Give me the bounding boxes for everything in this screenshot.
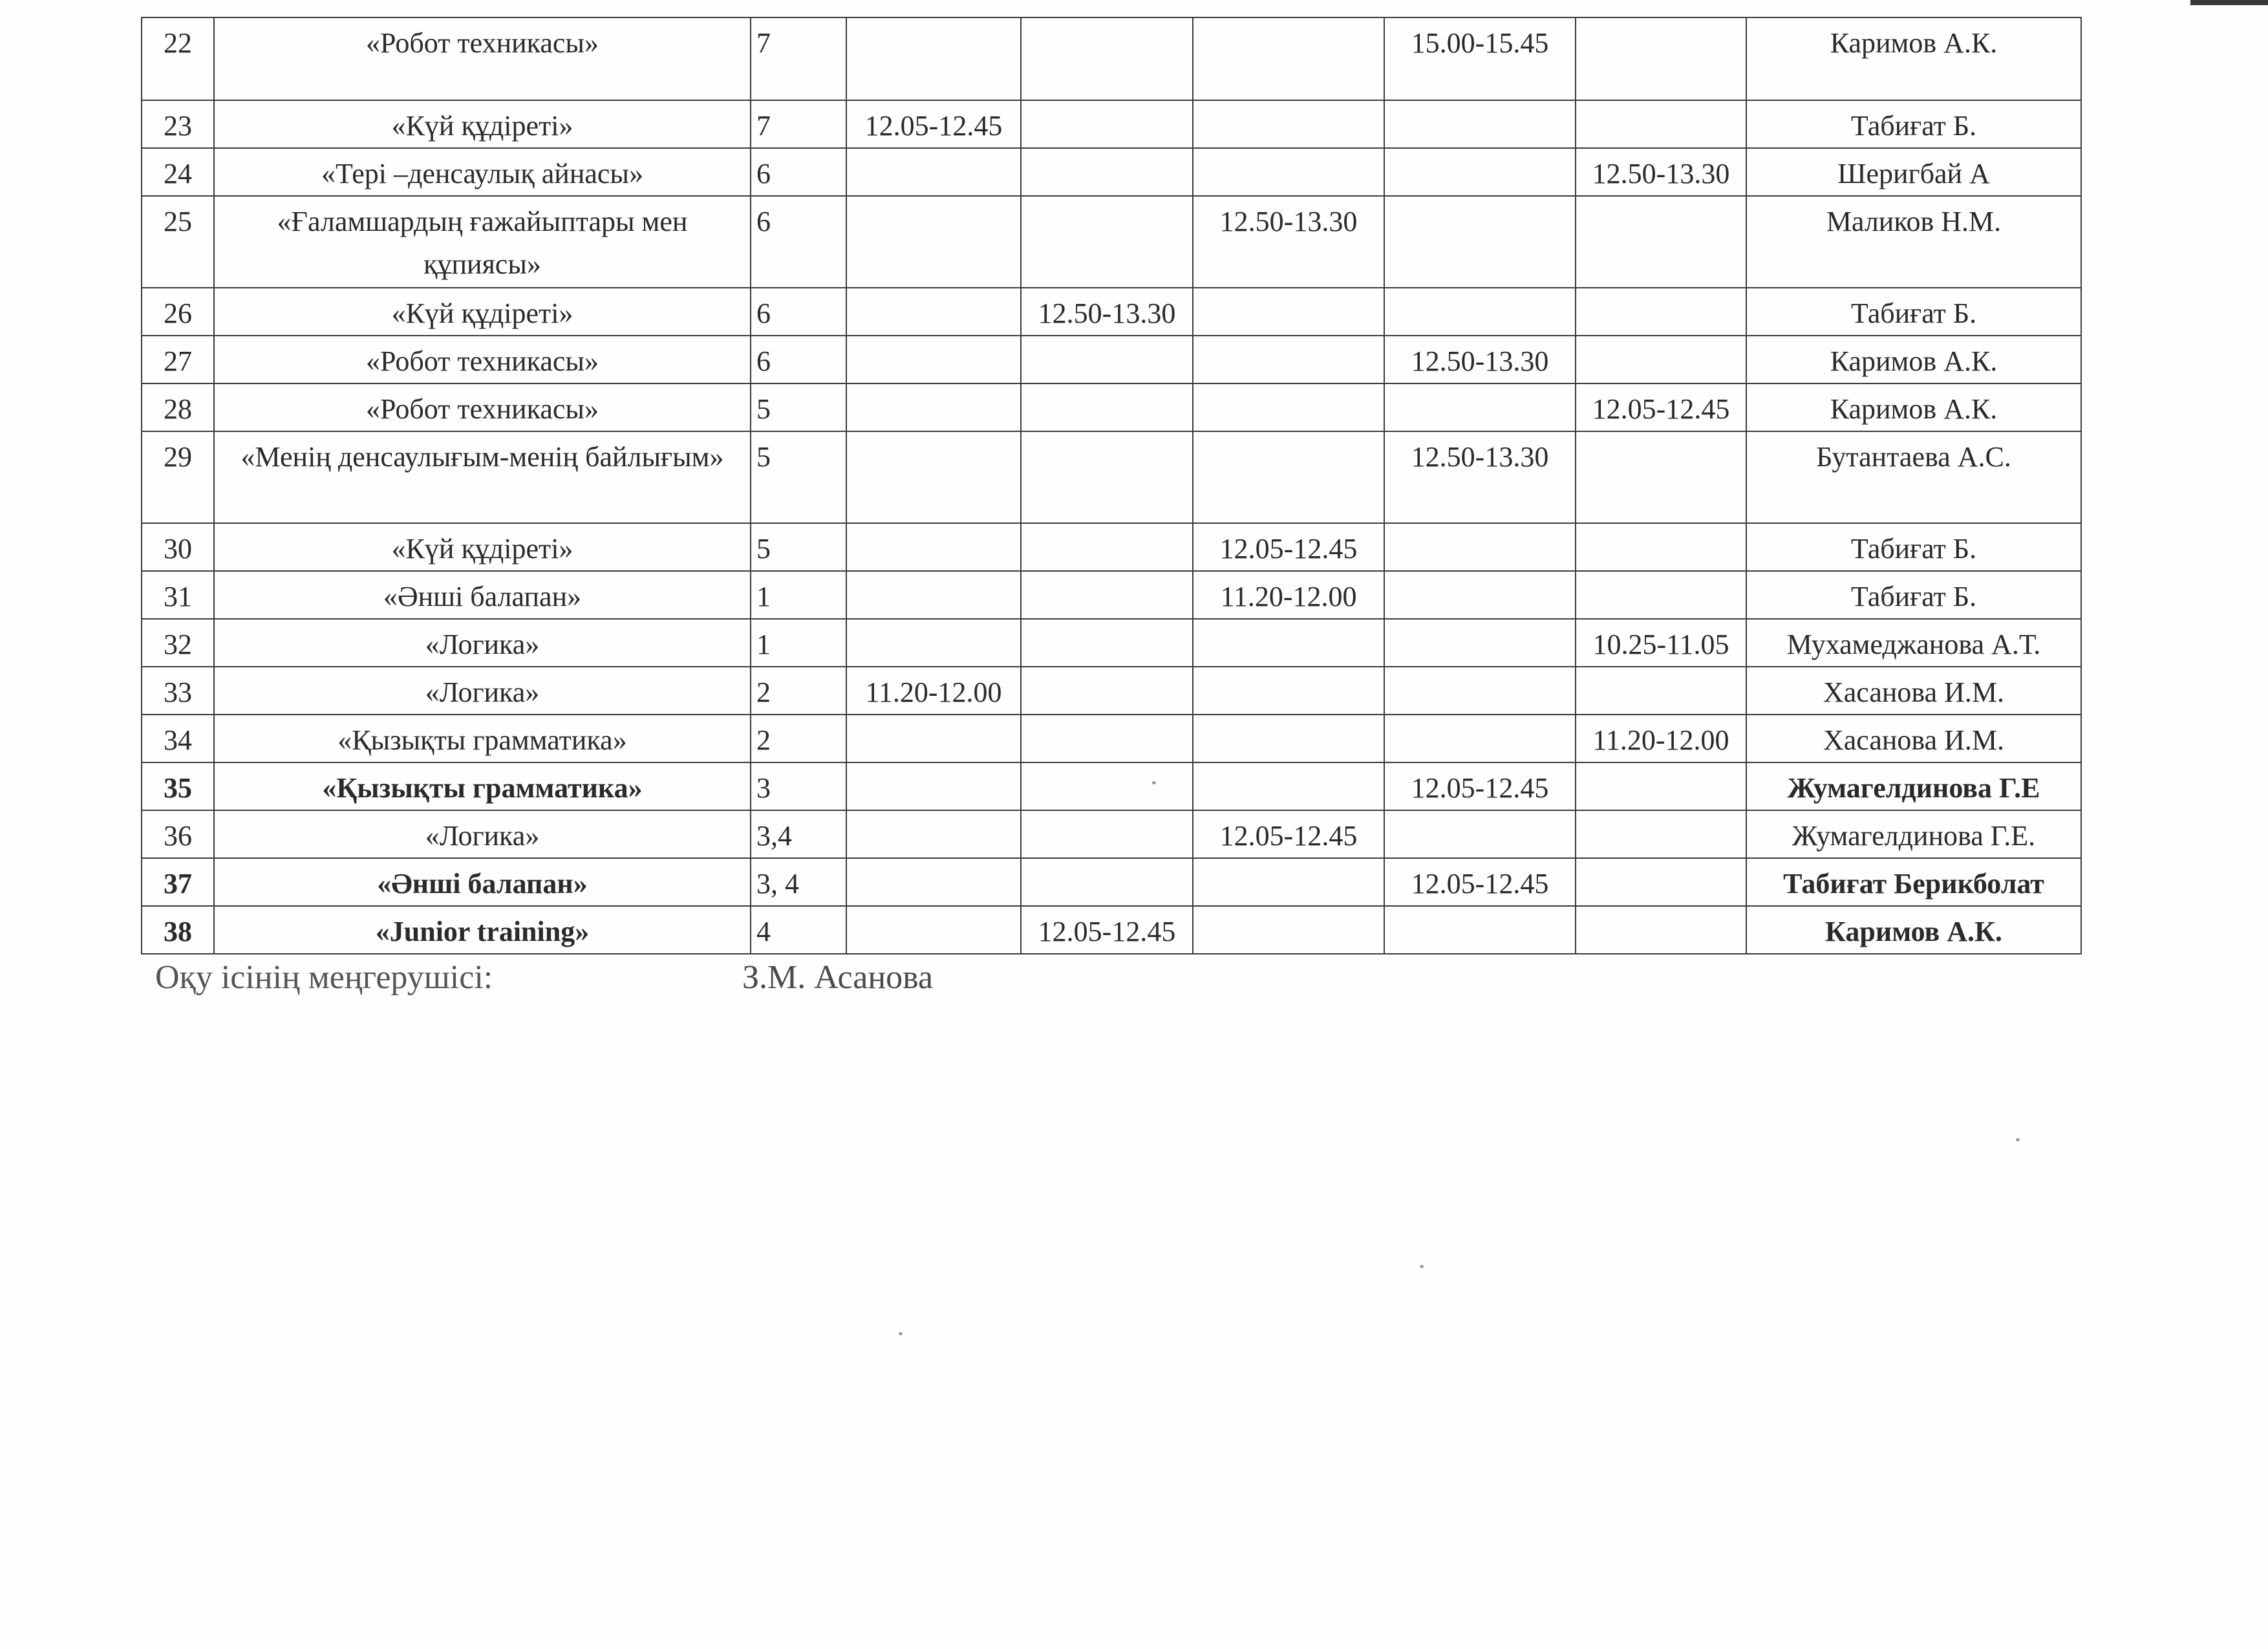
teacher-name-cell: Каримов А.К. — [1746, 336, 2081, 383]
signature-label: Оқу ісінің меңгерушісі: — [155, 959, 493, 996]
grade-cell: 3 — [751, 762, 846, 810]
time-slot-4-cell: 12.50-13.30 — [1384, 431, 1576, 523]
time-slot-2-cell — [1021, 383, 1193, 431]
teacher-name-cell: Бутантаева А.С. — [1746, 431, 2081, 523]
time-slot-5-cell — [1576, 906, 1746, 954]
table-row — [142, 100, 2081, 148]
time-slot-5-cell: 11.20-12.00 — [1576, 715, 1746, 762]
time-slot-3-cell — [1193, 715, 1384, 762]
time-slot-5-cell — [1576, 571, 1746, 619]
club-title-cell: «Ғаламшардың ғажайыптары мен құпиясы» — [214, 196, 751, 288]
time-slot-1-cell: 12.05-12.45 — [846, 100, 1021, 148]
grade-cell: 2 — [751, 715, 846, 762]
time-slot-1-cell — [846, 336, 1021, 383]
time-slot-5-cell — [1576, 762, 1746, 810]
grade-cell: 7 — [751, 100, 846, 148]
teacher-name-cell: Каримов А.К. — [1746, 906, 2081, 954]
time-slot-1-cell — [846, 383, 1021, 431]
time-slot-3-cell: 12.05-12.45 — [1193, 523, 1384, 571]
teacher-name-cell: Хасанова И.М. — [1746, 715, 2081, 762]
table-row — [142, 906, 2081, 954]
club-title-cell: «Робот техникасы» — [214, 336, 751, 383]
time-slot-5-cell: 10.25-11.05 — [1576, 619, 1746, 667]
time-slot-2-cell — [1021, 17, 1193, 100]
time-slot-3-cell — [1193, 100, 1384, 148]
table-row — [142, 336, 2081, 383]
time-slot-4-cell — [1384, 288, 1576, 336]
teacher-name-cell: Табиғат Б. — [1746, 523, 2081, 571]
row-number-cell: 27 — [142, 336, 214, 383]
time-slot-2-cell — [1021, 810, 1193, 858]
club-title-cell: «Қызықты грамматика» — [214, 715, 751, 762]
time-slot-4-cell — [1384, 667, 1576, 715]
club-title-cell: «Тері –денсаулық айнасы» — [214, 148, 751, 196]
time-slot-3-cell: 12.50-13.30 — [1193, 196, 1384, 288]
time-slot-2-cell — [1021, 336, 1193, 383]
time-slot-1-cell — [846, 810, 1021, 858]
time-slot-3-cell — [1193, 148, 1384, 196]
time-slot-5-cell — [1576, 336, 1746, 383]
teacher-name-cell: Каримов А.К. — [1746, 17, 2081, 100]
time-slot-3-cell — [1193, 383, 1384, 431]
schedule-table — [141, 17, 2082, 954]
time-slot-4-cell — [1384, 196, 1576, 288]
time-slot-4-cell — [1384, 100, 1576, 148]
teacher-name-cell: Табиғат Б. — [1746, 571, 2081, 619]
time-slot-4-cell — [1384, 571, 1576, 619]
club-title-cell: «Логика» — [214, 810, 751, 858]
time-slot-3-cell — [1193, 17, 1384, 100]
table-row — [142, 571, 2081, 619]
club-title-cell: «Қызықты грамматика» — [214, 762, 751, 810]
table-row — [142, 431, 2081, 523]
time-slot-3-cell — [1193, 619, 1384, 667]
row-number-cell: 26 — [142, 288, 214, 336]
time-slot-4-cell — [1384, 810, 1576, 858]
club-title-cell: «Робот техникасы» — [214, 383, 751, 431]
time-slot-4-cell: 12.05-12.45 — [1384, 762, 1576, 810]
time-slot-1-cell — [846, 288, 1021, 336]
grade-cell: 2 — [751, 667, 846, 715]
teacher-name-cell: Шеригбай А — [1746, 148, 2081, 196]
grade-cell: 4 — [751, 906, 846, 954]
row-number-cell: 31 — [142, 571, 214, 619]
time-slot-3-cell — [1193, 431, 1384, 523]
row-number-cell: 24 — [142, 148, 214, 196]
scan-speck — [899, 1332, 903, 1335]
time-slot-5-cell: 12.50-13.30 — [1576, 148, 1746, 196]
row-number-cell: 36 — [142, 810, 214, 858]
table-row — [142, 196, 2081, 288]
grade-cell: 1 — [751, 619, 846, 667]
scan-speck — [2016, 1138, 2020, 1141]
time-slot-2-cell — [1021, 858, 1193, 906]
table-row — [142, 619, 2081, 667]
time-slot-4-cell: 15.00-15.45 — [1384, 17, 1576, 100]
time-slot-3-cell — [1193, 906, 1384, 954]
time-slot-5-cell — [1576, 196, 1746, 288]
row-number-cell: 33 — [142, 667, 214, 715]
club-title-cell: «Әнші балапан» — [214, 571, 751, 619]
time-slot-2-cell — [1021, 715, 1193, 762]
time-slot-2-cell — [1021, 667, 1193, 715]
time-slot-3-cell: 11.20-12.00 — [1193, 571, 1384, 619]
time-slot-1-cell — [846, 431, 1021, 523]
time-slot-2-cell — [1021, 523, 1193, 571]
club-title-cell: «Робот техникасы» — [214, 17, 751, 100]
time-slot-1-cell: 11.20-12.00 — [846, 667, 1021, 715]
schedule-rows — [142, 17, 2081, 954]
teacher-name-cell: Табиғат Б. — [1746, 288, 2081, 336]
time-slot-1-cell — [846, 196, 1021, 288]
club-title-cell: «Күй құдіреті» — [214, 100, 751, 148]
time-slot-5-cell — [1576, 858, 1746, 906]
grade-cell: 3,4 — [751, 810, 846, 858]
table-row — [142, 523, 2081, 571]
club-title-cell: «Логика» — [214, 667, 751, 715]
row-number-cell: 25 — [142, 196, 214, 288]
teacher-name-cell: Мухамеджанова А.Т. — [1746, 619, 2081, 667]
time-slot-4-cell — [1384, 148, 1576, 196]
time-slot-4-cell: 12.50-13.30 — [1384, 336, 1576, 383]
table-row — [142, 148, 2081, 196]
grade-cell: 5 — [751, 383, 846, 431]
club-title-cell: «Күй құдіреті» — [214, 288, 751, 336]
time-slot-1-cell — [846, 619, 1021, 667]
time-slot-2-cell — [1021, 619, 1193, 667]
time-slot-4-cell — [1384, 523, 1576, 571]
time-slot-3-cell — [1193, 288, 1384, 336]
time-slot-5-cell — [1576, 17, 1746, 100]
time-slot-1-cell — [846, 17, 1021, 100]
time-slot-3-cell — [1193, 336, 1384, 383]
grade-cell: 5 — [751, 523, 846, 571]
time-slot-5-cell — [1576, 667, 1746, 715]
grade-cell: 6 — [751, 288, 846, 336]
grade-cell: 3, 4 — [751, 858, 846, 906]
time-slot-5-cell — [1576, 288, 1746, 336]
row-number-cell: 30 — [142, 523, 214, 571]
teacher-name-cell: Каримов А.К. — [1746, 383, 2081, 431]
time-slot-2-cell — [1021, 571, 1193, 619]
time-slot-1-cell — [846, 148, 1021, 196]
time-slot-4-cell: 12.05-12.45 — [1384, 858, 1576, 906]
teacher-name-cell: Табиғат Берикболат — [1746, 858, 2081, 906]
time-slot-4-cell — [1384, 906, 1576, 954]
time-slot-3-cell — [1193, 667, 1384, 715]
time-slot-2-cell — [1021, 100, 1193, 148]
time-slot-2-cell — [1021, 431, 1193, 523]
table-row — [142, 762, 2081, 810]
grade-cell: 5 — [751, 431, 846, 523]
time-slot-1-cell — [846, 715, 1021, 762]
club-title-cell: «Күй құдіреті» — [214, 523, 751, 571]
time-slot-4-cell — [1384, 715, 1576, 762]
scan-speck — [1152, 781, 1156, 784]
row-number-cell: 35 — [142, 762, 214, 810]
row-number-cell: 22 — [142, 17, 214, 100]
time-slot-1-cell — [846, 523, 1021, 571]
table-row — [142, 383, 2081, 431]
club-title-cell: «Логика» — [214, 619, 751, 667]
club-title-cell: «Junior training» — [214, 906, 751, 954]
scan-speck — [1420, 1265, 1424, 1268]
table-row — [142, 858, 2081, 906]
row-number-cell: 34 — [142, 715, 214, 762]
teacher-name-cell: Жумагелдинова Г.Е. — [1746, 810, 2081, 858]
table-row — [142, 667, 2081, 715]
row-number-cell: 32 — [142, 619, 214, 667]
signature-name: З.М. Асанова — [742, 959, 934, 996]
grade-cell: 6 — [751, 196, 846, 288]
time-slot-4-cell — [1384, 383, 1576, 431]
time-slot-5-cell — [1576, 523, 1746, 571]
time-slot-1-cell — [846, 858, 1021, 906]
scan-edge-mark — [2190, 0, 2268, 5]
time-slot-1-cell — [846, 906, 1021, 954]
club-title-cell: «Әнші балапан» — [214, 858, 751, 906]
row-number-cell: 38 — [142, 906, 214, 954]
time-slot-3-cell — [1193, 858, 1384, 906]
grade-cell: 7 — [751, 17, 846, 100]
time-slot-1-cell — [846, 571, 1021, 619]
teacher-name-cell: Маликов Н.М. — [1746, 196, 2081, 288]
grade-cell: 1 — [751, 571, 846, 619]
time-slot-2-cell — [1021, 762, 1193, 810]
time-slot-1-cell — [846, 762, 1021, 810]
table-row — [142, 288, 2081, 336]
table-row — [142, 810, 2081, 858]
time-slot-5-cell — [1576, 431, 1746, 523]
time-slot-4-cell — [1384, 619, 1576, 667]
teacher-name-cell: Хасанова И.М. — [1746, 667, 2081, 715]
time-slot-2-cell — [1021, 196, 1193, 288]
time-slot-5-cell — [1576, 810, 1746, 858]
time-slot-3-cell: 12.05-12.45 — [1193, 810, 1384, 858]
teacher-name-cell: Табиғат Б. — [1746, 100, 2081, 148]
table-row — [142, 17, 2081, 100]
time-slot-2-cell — [1021, 148, 1193, 196]
row-number-cell: 28 — [142, 383, 214, 431]
grade-cell: 6 — [751, 148, 846, 196]
teacher-name-cell: Жумагелдинова Г.Е — [1746, 762, 2081, 810]
row-number-cell: 37 — [142, 858, 214, 906]
time-slot-2-cell: 12.05-12.45 — [1021, 906, 1193, 954]
time-slot-2-cell: 12.50-13.30 — [1021, 288, 1193, 336]
time-slot-3-cell — [1193, 762, 1384, 810]
table-row — [142, 715, 2081, 762]
grade-cell: 6 — [751, 336, 846, 383]
club-title-cell: «Менің денсаулығым-менің байлығым» — [214, 431, 751, 523]
row-number-cell: 29 — [142, 431, 214, 523]
time-slot-5-cell — [1576, 100, 1746, 148]
row-number-cell: 23 — [142, 100, 214, 148]
time-slot-5-cell: 12.05-12.45 — [1576, 383, 1746, 431]
